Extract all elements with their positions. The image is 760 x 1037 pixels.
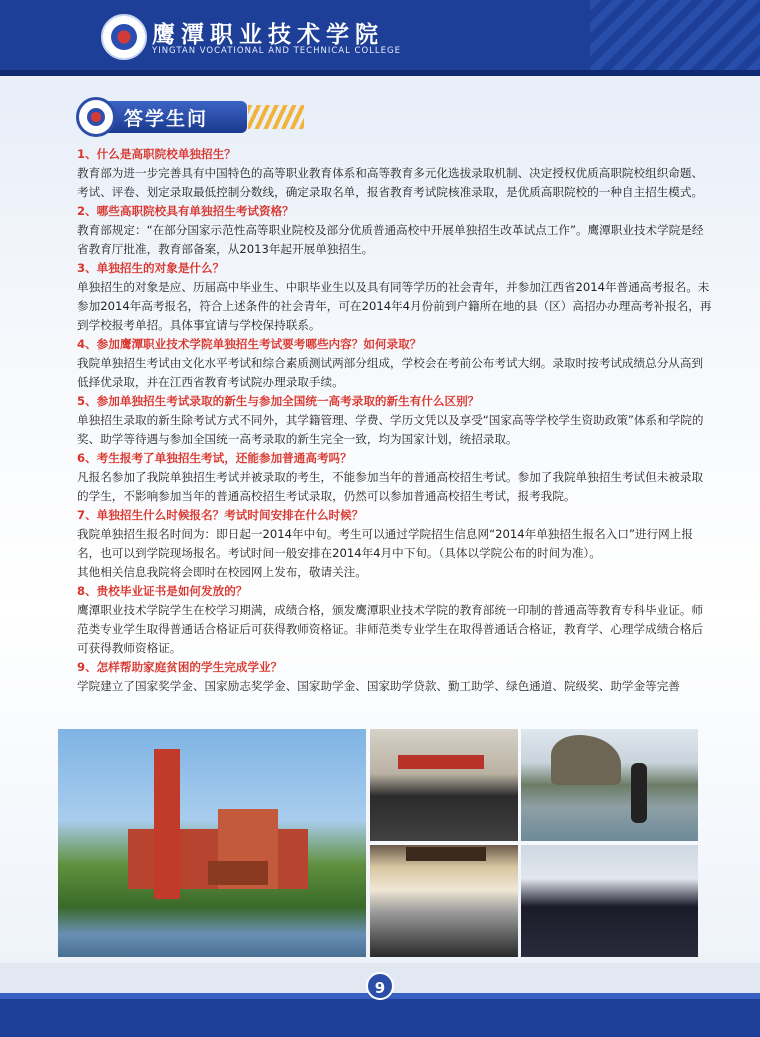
- question: 3、单独招生的对象是什么？: [77, 261, 225, 275]
- answer: 鹰潭职业技术学院学生在校学习期满，成绩合格，颁发鹰潭职业技术学院的教育部统一印制的普通高等教育专科毕业证。师范类专业学生取得普通话合格证后可获得教师资格证。非师范类专业学生在取得普通话合格证，教育学、心理学成绩合格后可获得教师资格证。: [77, 603, 704, 655]
- campus-tower-photo: [58, 729, 366, 957]
- question: 8、贵校毕业证书是如何发放的？: [77, 584, 248, 598]
- question: 5、参加单独招生考试录取的新生与参加全国统一高考录取的新生有什么区别？: [77, 394, 480, 408]
- slash-decoration-icon: [248, 105, 304, 129]
- answer: 其他相关信息我院将会即时在校园网上发布，敬请关注。: [77, 565, 367, 579]
- question: 6、考生报考了单独招生考试，还能参加普通高考吗？: [77, 451, 352, 465]
- answer: 单独招生的对象是应、历届高中毕业生、中职毕业生以及具有同等学历的社会青年，并参加江西省2014年普通高考报名。未参加2014年高考报名，符合上述条件的社会青年，可在2014年4月份前到户籍所在地的县（区）高招办办理高考补报名，再到学校报考单招。具体事宜请与学校保持联系。: [77, 280, 712, 332]
- answer: 我院单独招生考试由文化水平考试和综合素质测试两部分组成，学校会在考前公布考试大纲。录取时按考试成绩总分从高到低择优录取，并在江西省教育考试院办理录取手续。: [77, 356, 704, 389]
- building-entrance-photo: [370, 845, 518, 957]
- answer: 单独招生录取的新生除考试方式不同外，其学籍管理、学费、学历文凭以及享受“国家高等学校学生资助政策”体系和学院的奖、助学等待遇与参加全国统一高考录取的新生完全一致，均为国家计划，统招录取。: [77, 413, 704, 446]
- college-name-cn: 鹰潭职业技术学院: [152, 21, 384, 48]
- college-name-en: YINGTAN VOCATIONAL AND TECHNICAL COLLEGE: [152, 46, 401, 56]
- question: 7、单独招生什么时候报名？考试时间安排在什么时候？: [77, 508, 364, 522]
- question: 1、什么是高职院校单独招生？: [77, 147, 236, 161]
- students-uniform-photo: [521, 845, 698, 957]
- answer: 教育部规定：“在部分国家示范性高等职业院校及部分优质普通高校中开展单独招生改革试点工作”。鹰潭职业技术学院是经省教育厅批准，教育部备案，从2013年起开展单独招生。: [77, 223, 704, 256]
- answer: 凡报名参加了我院单独招生考试并被录取的考生，不能参加当年的普通高校招生考试。参加了我院单独招生考试但未被录取的学生，不影响参加当年的普通高校招生考试录取，仍然可以参加普通高校招生考试，报考我院。: [77, 470, 704, 503]
- river-landscape-photo: [521, 729, 698, 841]
- question: 4、参加鹰潭职业技术学院单独招生考试要考哪些内容？如何录取？: [77, 337, 422, 351]
- page-number: 9: [366, 972, 394, 1000]
- answer: 教育部为进一步完善具有中国特色的高等职业教育体系和高等教育多元化选拔录取机制、决定授权优质高职院校组织命题、考试、评卷、划定录取最低控制分数线，确定录取名单，报省教育考试院核准录取，是优质高职院校的一种自主招生模式。: [77, 166, 704, 199]
- header-decoration: [590, 0, 760, 72]
- header-banner: [0, 0, 760, 72]
- answer: 学院建立了国家奖学金、国家励志奖学金、国家助学金、国家助学贷款、勤工助学、绿色通道、院级奖、助学金等完善: [77, 679, 680, 693]
- students-group-photo: [370, 729, 518, 841]
- answer: 我院单独招生报名时间为：即日起一2014年中旬。考生可以通过学院招生信息网“2014年单独招生报名入口”进行网上报名，也可以到学院现场报名。考试时间一般安排在2014年4月中下旬。（具体以学院公布的时间为准）。: [77, 527, 693, 560]
- qa-list: [77, 145, 712, 696]
- section-title-badge: [76, 97, 254, 137]
- photo-collage: [58, 729, 698, 961]
- college-logo-icon: [101, 14, 147, 60]
- question: 2、哪些高职院校具有单独招生考试资格？: [77, 204, 294, 218]
- section-title: 答学生问: [124, 108, 209, 130]
- question: 9、怎样帮助家庭贫困的学生完成学业？: [77, 660, 283, 674]
- badge-logo-icon: [76, 97, 116, 137]
